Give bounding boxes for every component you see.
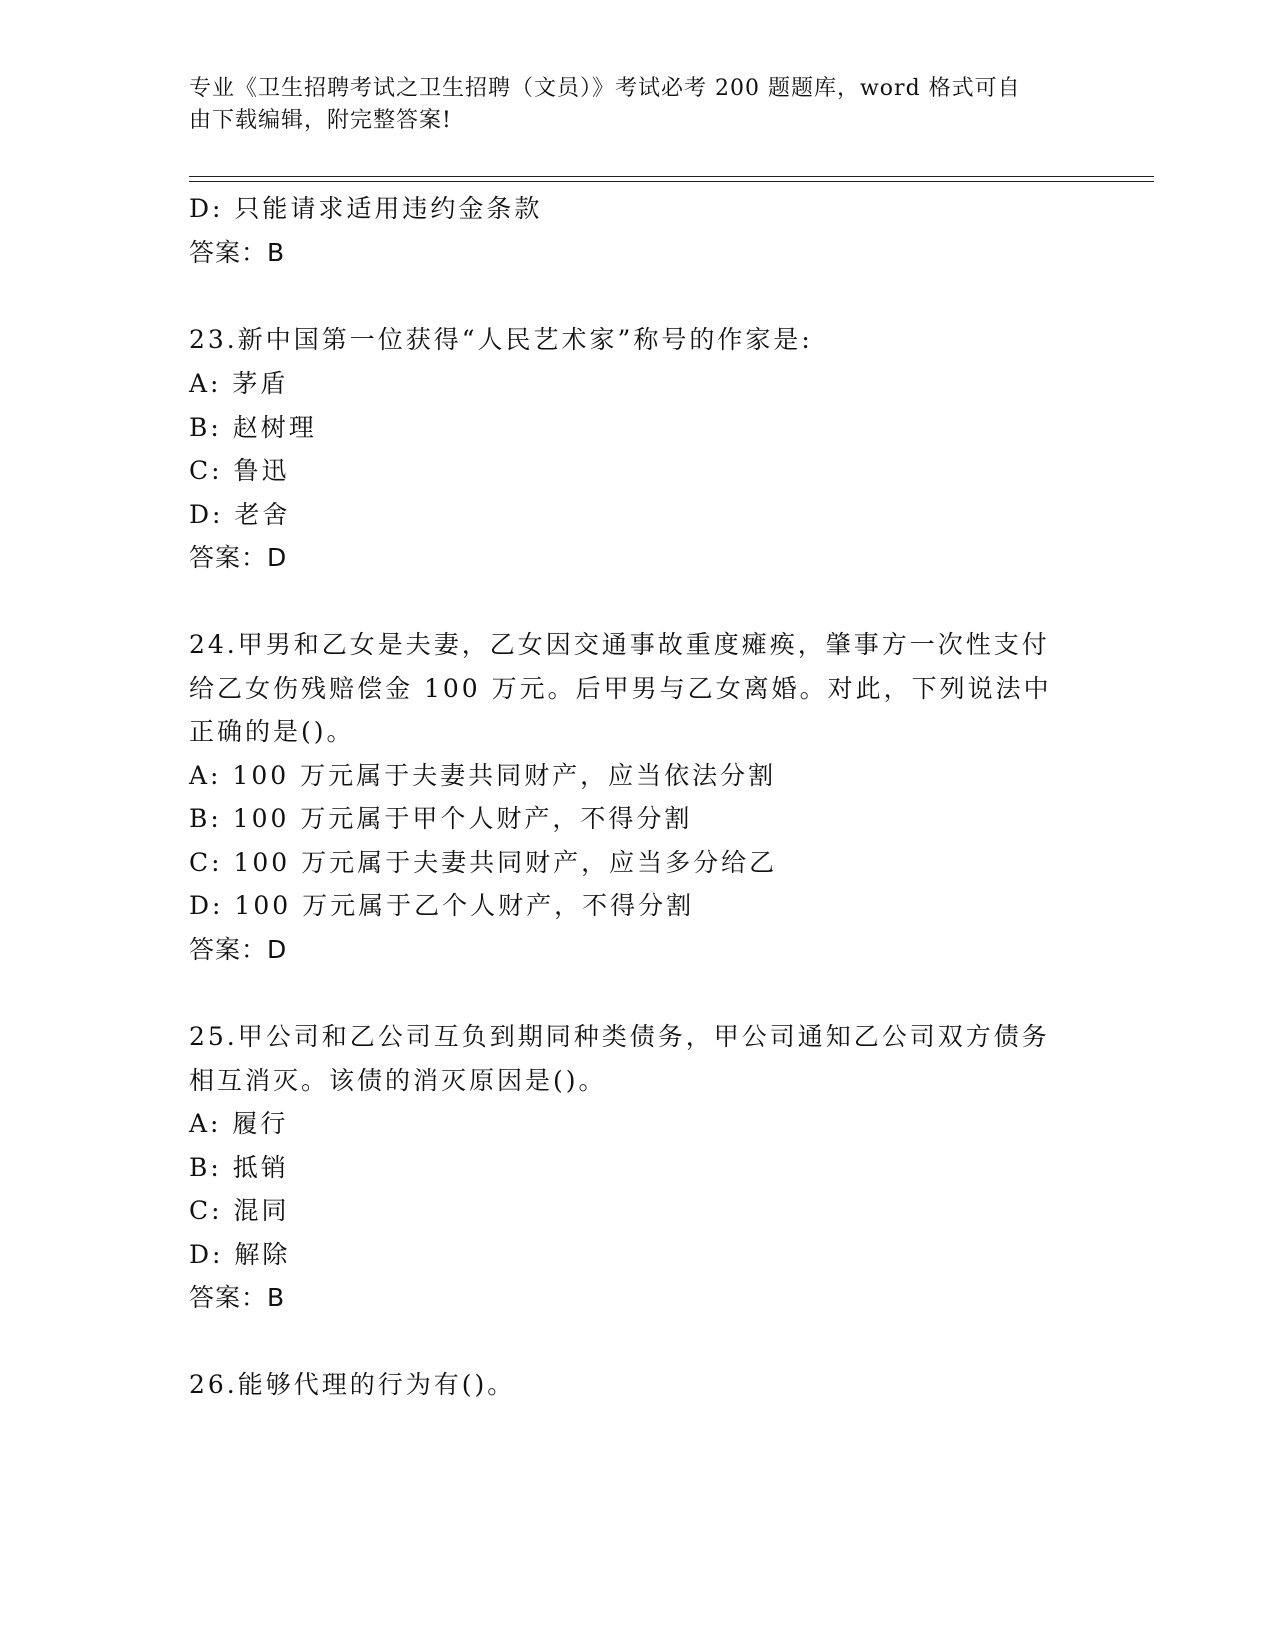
q24-answer: 答案：D — [189, 935, 288, 964]
q23-option-d: D: 老舍 — [189, 500, 291, 529]
q23-option-c: C: 鲁迅 — [189, 456, 290, 485]
q25-stem-line-1: 25.甲公司和乙公司互负到期同种类债务，甲公司通知乙公司双方债务 — [189, 1022, 1050, 1051]
q24-stem-line-3: 正确的是()。 — [189, 717, 355, 746]
q25-option-a: A: 履行 — [189, 1109, 289, 1138]
q24-option-c: C: 100 万元属于夫妻共同财产，应当多分给乙 — [189, 848, 778, 877]
q23-option-a: A: 茅盾 — [189, 369, 289, 398]
prev-option-d: D: 只能请求适用违约金条款 — [189, 194, 543, 223]
q24-option-a: A: 100 万元属于夫妻共同财产，应当依法分割 — [189, 761, 777, 790]
q25-answer: 答案：B — [189, 1283, 286, 1312]
q25-option-c: C: 混同 — [189, 1196, 290, 1225]
header-line-2: 由下载编辑，附完整答案! — [189, 108, 452, 133]
q24-option-b: B: 100 万元属于甲个人财产，不得分割 — [189, 804, 693, 833]
header-divider-bottom — [189, 181, 1154, 182]
q25-option-d: D: 解除 — [189, 1240, 291, 1269]
q23-stem: 23.新中国第一位获得“人民艺术家”称号的作家是: — [189, 325, 813, 354]
q23-option-b: B: 赵树理 — [189, 413, 317, 442]
q23-answer: 答案：D — [189, 543, 288, 572]
document-header — [189, 73, 1089, 137]
q25-stem-line-2: 相互消灭。该债的消灭原因是()。 — [189, 1066, 607, 1095]
q25-option-b: B: 抵销 — [189, 1153, 289, 1182]
q24-stem-line-2: 给乙女伤残赔偿金 100 万元。后甲男与乙女离婚。对此，下列说法中 — [189, 674, 1052, 703]
header-divider-top — [189, 176, 1154, 177]
q24-option-d: D: 100 万元属于乙个人财产，不得分割 — [189, 891, 695, 920]
header-line-1: 专业《卫生招聘考试之卫生招聘（文员）》考试必考 200 题题库，word 格式可自 — [189, 76, 1021, 101]
q26-stem: 26.能够代理的行为有()。 — [189, 1370, 516, 1399]
q24-stem-line-1: 24.甲男和乙女是夫妻，乙女因交通事故重度瘫痪，肇事方一次性支付 — [189, 630, 1050, 659]
prev-answer: 答案：B — [189, 238, 286, 267]
